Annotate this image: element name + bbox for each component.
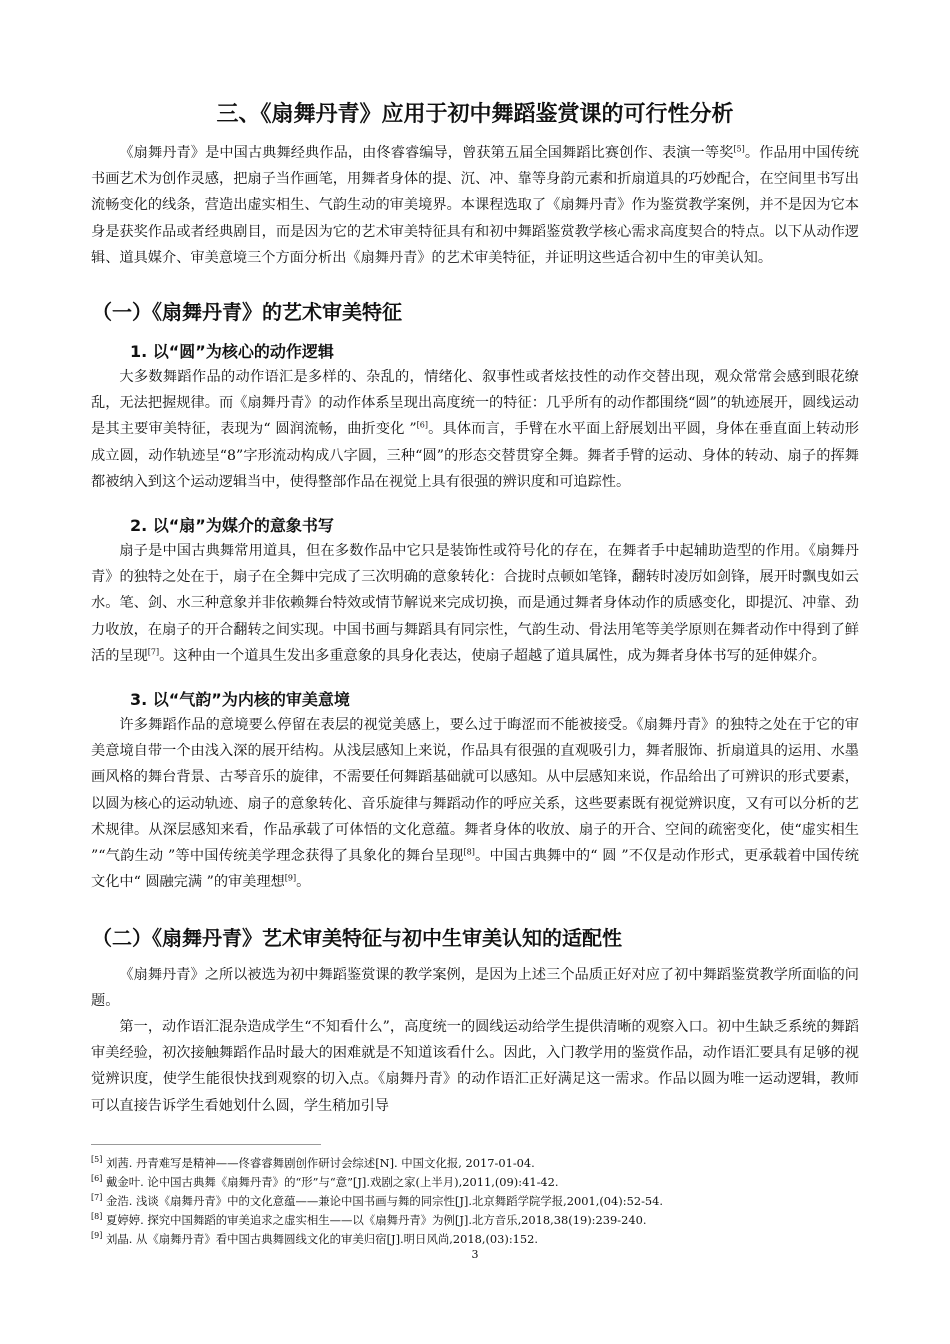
citation-ref: [5]	[733, 144, 745, 154]
footnote-8: [8] 夏婷婷. 探究中国舞蹈的审美追求之虚实相生——以《扇舞丹青》为例[J].北方音乐,2018,38(19):239-240.	[91, 1212, 647, 1227]
citation-ref: [6]	[416, 420, 428, 430]
citation-ref: [8]	[463, 847, 475, 857]
footnote-separator	[91, 1144, 321, 1145]
paragraph-adaptability-first: 第一，动作语汇混杂造成学生“不知看什么”，高度统一的圆线运动给学生提供清晰的观察入口。初中生缺乏系统的舞蹈审美经验，初次接触舞蹈作品时最大的困难就是不知道该看什么。因此，入门教学用的鉴赏作品，动作语汇要具有足够的视觉辨识度，使学生能很快找到观察的切入点。《扇舞丹青》的动作语汇正好满足这一需求。作品以圆为唯一运动逻辑，教师可以直接告诉学生看她划什么圆，学生稍加引导	[91, 1019, 859, 1114]
page-number: 3	[471, 1248, 479, 1261]
paragraph-adaptability-intro: 《扇舞丹青》之所以被选为初中舞蹈鉴赏课的教学案例，是因为上述三个品质正好对应了初中舞蹈鉴赏教学所面临的问题。	[91, 967, 859, 1010]
subheading-1-3: 3. 以“气韵”为内核的审美意境	[130, 690, 350, 709]
paragraph-circle-logic: 大多数舞蹈作品的动作语汇是多样的、杂乱的，情绪化、叙事性或者炫技性的动作交替出现，观众常常会感到眼花缭乱，无法把握规律。而《扇舞丹青》的动作体系呈现出高度统一的特征：几乎所有的动作都围绕“圆”的轨迹展开，圆线运动是其主要审美特征，表现为“ 圆润流畅，曲折变化 ”[6]。具体而言，手臂在水平面上舒展划出平圆，身体在垂直面上转动形成立圆，动作轨迹呈“8”字形流动构成八字圆，三种“圆”的形态交替贯穿全舞。舞者手臂的运动、身体的转动、扇子的挥舞都被纳入到这个运动逻辑当中，使得整部作品在视觉上具有很强的辨识度和可追踪性。	[91, 369, 859, 490]
footnote-5: [5] 刘茜. 丹青难写是精神——佟睿睿舞剧创作研讨会综述[N]. 中国文化报, 2017-01-04.	[91, 1155, 535, 1170]
footnote-9: [9] 刘晶. 从《扇舞丹青》看中国古典舞圆线文化的审美归宿[J].明日风尚,2018,(03):152.	[91, 1231, 539, 1246]
intro-paragraph: 《扇舞丹青》是中国古典舞经典作品，由佟睿睿编导，曾获第五届全国舞蹈比赛创作、表演一等奖[5]。作品用中国传统书画艺术为创作灵感，把扇子当作画笔，用舞者身体的提、沉、冲、靠等身韵元素和折扇道具的巧妙配合，在空间里书写出流畅变化的线条，营造出虚实相生、气韵生动的审美境界。本课程选取了《扇舞丹青》作为鉴赏教学案例，并不是因为它本身是获奖作品或者经典剧目，而是因为它的艺术审美特征具有和初中舞蹈鉴赏教学核心需求高度契合的特点。以下从动作逻辑、道具媒介、审美意境三个方面分析出《扇舞丹青》的艺术审美特征，并证明这些适合初中生的审美认知。	[91, 144, 859, 266]
section-title: 三、《扇舞丹青》应用于初中舞蹈鉴赏课的可行性分析	[216, 102, 734, 127]
subheading-1-1: 1. 以“圆”为核心的动作逻辑	[130, 342, 334, 361]
subsection-heading-1: （一）《扇舞丹青》的艺术审美特征	[92, 300, 402, 324]
paragraph-qiyun-artistic-conception: 许多舞蹈作品的意境要么停留在表层的视觉美感上，要么过于晦涩而不能被接受。《扇舞丹青》的独特之处在于它的审美意境自带一个由浅入深的展开结构。从浅层感知上来说，作品具有很强的直观吸引力，舞者服饰、折扇道具的运用、水墨画风格的舞台背景、古琴音乐的旋律，不需要任何舞蹈基础就可以感知。从中层感知来说，作品给出了可辨识的形式要素，以圆为核心的运动轨迹、扇子的意象转化、音乐旋律与舞蹈动作的呼应关系，这些要素既有视觉辨识度，又有可以分析的艺术规律。从深层感知来看，作品承载了可体悟的文化意蕴。舞者身体的收放、扇子的开合、空间的疏密变化，使“虚实相生 ”“气韵生动 ”等中国传统美学理念获得了具象化的舞台呈现[8]。中国古典舞中的“ 圆 ”不仅是动作形式，更承载着中国传统文化中“ 圆融完满 ”的审美理想[9]。	[91, 717, 859, 891]
footnote-7: [7] 金浩. 浅谈《扇舞丹青》中的文化意蕴——兼论中国书画与舞的同宗性[J].北京舞蹈学院学报,2001,(04):52-54.	[91, 1193, 664, 1208]
citation-ref: [9]	[284, 873, 297, 883]
subsection-heading-2: （二）《扇舞丹青》艺术审美特征与初中生审美认知的适配性	[92, 926, 622, 950]
paragraph-fan-imagery: 扇子是中国古典舞常用道具，但在多数作品中它只是装饰性或符号化的存在，在舞者手中起辅助造型的作用。《扇舞丹青》的独特之处在于，扇子在全舞中完成了三次明确的意象转化：合拢时点顿如笔锋，翻转时凌厉如剑锋，展开时飘曳如云水。笔、剑、水三种意象并非依赖舞台特效或情节解说来完成切换，而是通过舞者身体动作的质感变化，即提沉、冲靠、劲力收放，在扇子的开合翻转之间实现。中国书画与舞蹈具有同宗性，气韵生动、骨法用笔等美学原则在舞者动作中得到了鲜活的呈现[7]。这种由一个道具生发出多重意象的具身化表达，使扇子超越了道具属性，成为舞者身体书写的延伸媒介。	[91, 543, 859, 664]
footnote-6: [6] 戴金叶. 论中国古典舞《扇舞丹青》的“形”与“意”[J].戏剧之家(上半月),2011,(09):41-42.	[91, 1174, 559, 1189]
citation-ref: [7]	[147, 647, 160, 657]
subheading-1-2: 2. 以“扇”为媒介的意象书写	[130, 516, 334, 535]
